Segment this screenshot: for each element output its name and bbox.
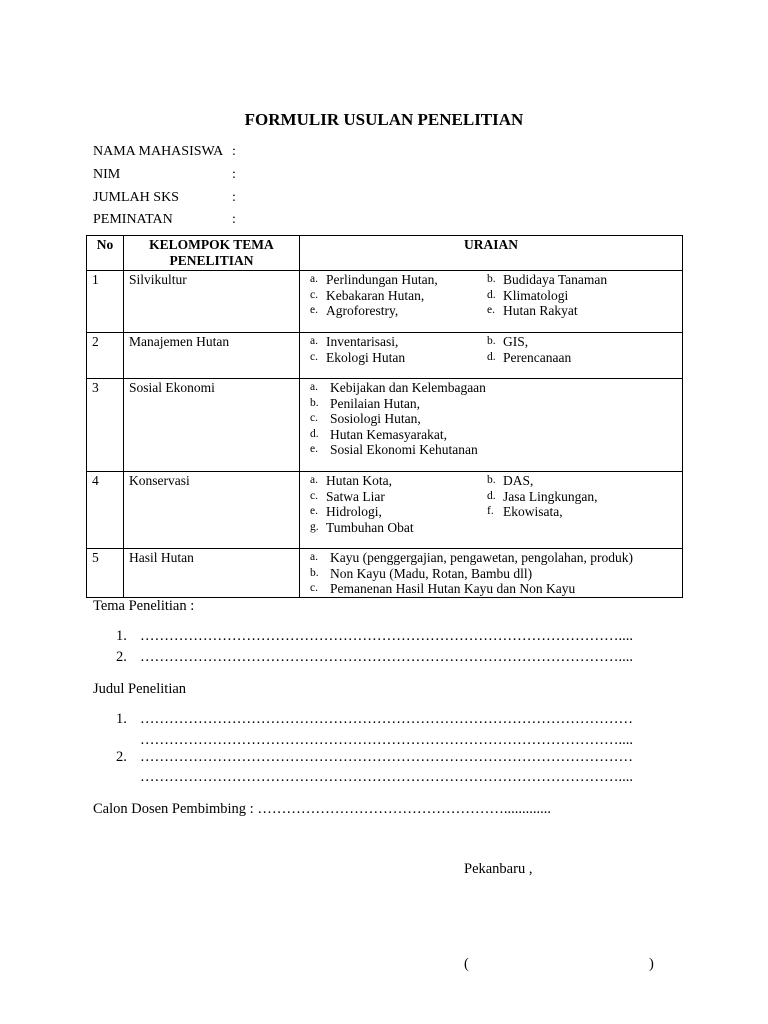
item-text: Satwa Liar	[326, 488, 385, 504]
table-row	[87, 379, 683, 472]
uraian-item	[310, 473, 487, 489]
row-uraian	[300, 472, 683, 549]
uraian-items	[305, 550, 677, 597]
uraian-item	[310, 272, 487, 288]
calon-dosen-line: Calon Dosen Pembimbing : …………………………………………….............	[93, 801, 551, 817]
line-number: 2.	[116, 649, 127, 665]
item-letter: d.	[487, 489, 496, 502]
item-letter: c.	[310, 350, 318, 363]
uraian-item	[310, 581, 575, 597]
item-letter: a.	[310, 273, 318, 285]
item-text: Kayu (penggergajian, pengawetan, pengolahan, produk)	[330, 550, 634, 565]
place-date: Pekanbaru ,	[464, 861, 533, 877]
uraian-item	[487, 272, 607, 288]
tema-penelitian-label: Tema Penelitian :	[93, 598, 195, 614]
uraian-item-row	[310, 442, 677, 458]
dotted-fill-line: ………………………………………………………………………………………....	[140, 732, 633, 748]
item-text: Hutan Kota,	[326, 473, 392, 488]
item-text: Agroforestry,	[326, 303, 399, 318]
item-text: Kebijakan dan Kelembagaan	[330, 380, 486, 395]
uraian-item-row	[310, 396, 677, 412]
dotted-fill-line: …………………………………………………………………………………………	[140, 749, 633, 765]
header-kelompok-line1: KELOMPOK TEMA	[149, 237, 274, 252]
item-letter: c.	[310, 412, 318, 424]
field-nim	[93, 167, 236, 183]
item-text: Non Kayu (Madu, Rotan, Bambu dll)	[330, 565, 533, 581]
uraian-item-row	[310, 350, 677, 366]
row-kelompok: Sosial Ekonomi	[124, 379, 300, 472]
item-letter: d.	[487, 288, 496, 301]
item-letter: e.	[310, 505, 318, 517]
uraian-items	[305, 334, 677, 365]
uraian-item	[310, 396, 420, 412]
field-peminatan	[93, 212, 236, 228]
row-number: 2	[87, 333, 124, 379]
row-number: 3	[87, 379, 124, 472]
item-text: Sosiologi Hutan,	[330, 411, 421, 426]
uraian-item	[310, 411, 421, 427]
item-text: Jasa Lingkungan,	[503, 488, 598, 504]
uraian-item-row	[310, 489, 677, 505]
item-letter: b.	[487, 474, 496, 486]
signature-open-paren: (	[464, 956, 469, 972]
form-title: FORMULIR USULAN PENELITIAN	[244, 110, 524, 129]
uraian-item-row	[310, 380, 677, 396]
signature-close-paren: )	[649, 956, 654, 972]
uraian-item-row	[310, 581, 677, 597]
item-text: Ekowisata,	[503, 504, 563, 519]
item-text: Perlindungan Hutan,	[326, 272, 438, 287]
item-text: Kebakaran Hutan,	[326, 287, 425, 303]
item-text: Penilaian Hutan,	[330, 395, 420, 411]
uraian-item	[487, 303, 578, 319]
item-text: Hidrologi,	[326, 504, 382, 519]
table-header-row	[87, 236, 683, 271]
item-letter: e.	[487, 304, 495, 316]
uraian-item-row	[310, 334, 677, 350]
uraian-item	[310, 520, 487, 536]
field-label: JUMLAH SKS	[93, 190, 179, 205]
item-letter: b.	[487, 335, 496, 347]
item-letter: a.	[310, 335, 318, 347]
item-letter: d.	[487, 350, 496, 363]
field-label: NAMA MAHASISWA	[93, 144, 224, 159]
row-uraian	[300, 333, 683, 379]
uraian-items	[305, 380, 677, 458]
item-text: GIS,	[503, 334, 529, 349]
item-text: Tumbuhan Obat	[326, 519, 414, 535]
uraian-item	[487, 473, 533, 489]
uraian-item	[310, 288, 487, 304]
field-colon: :	[232, 212, 236, 227]
uraian-item-row	[310, 566, 677, 582]
uraian-item-row	[310, 473, 677, 489]
uraian-items	[305, 473, 677, 535]
field-label: PEMINATAN	[93, 212, 173, 227]
dotted-fill-line: ………………………………………………………………………………………....	[140, 649, 633, 665]
item-letter: a.	[310, 381, 318, 393]
item-letter: c.	[310, 288, 318, 301]
row-uraian	[300, 549, 683, 598]
uraian-item	[310, 334, 487, 350]
item-letter: c.	[310, 489, 318, 502]
field-colon: :	[232, 144, 236, 159]
item-letter: e.	[310, 443, 318, 455]
field-jumlah-sks	[93, 190, 236, 206]
table-row	[87, 549, 683, 598]
table-row	[87, 472, 683, 549]
row-kelompok: Silvikultur	[124, 271, 300, 333]
header-kelompok-line2: PENELITIAN	[169, 252, 254, 268]
row-number: 5	[87, 549, 124, 598]
item-letter: e.	[310, 304, 318, 316]
uraian-item	[310, 489, 487, 505]
uraian-item	[487, 334, 528, 350]
item-text: Ekologi Hutan	[326, 349, 406, 365]
dotted-fill-line: ………………………………………………………………………………………....	[140, 628, 633, 644]
item-letter: b.	[310, 566, 319, 579]
item-text: Hutan Rakyat	[503, 303, 578, 318]
table-row	[87, 333, 683, 379]
uraian-item	[310, 566, 532, 582]
uraian-items	[305, 272, 677, 319]
field-nama-mahasiswa	[93, 144, 236, 160]
dotted-fill-line: ………………………………………………………………………………………....	[140, 769, 633, 785]
uraian-item-row	[310, 504, 677, 520]
row-number: 1	[87, 271, 124, 333]
uraian-item	[487, 489, 597, 505]
field-colon: :	[232, 167, 236, 182]
uraian-item-row	[310, 272, 677, 288]
item-letter: b.	[310, 396, 319, 409]
uraian-item	[310, 550, 633, 566]
table-body	[87, 271, 683, 598]
uraian-item	[487, 504, 563, 520]
row-number: 4	[87, 472, 124, 549]
item-text: Budidaya Tanaman	[503, 272, 608, 287]
header-kelompok	[124, 236, 300, 271]
item-letter: c.	[310, 582, 318, 594]
line-number: 1.	[116, 628, 127, 644]
dotted-fill-line: …………………………………………………………………………………………	[140, 711, 633, 727]
row-kelompok: Hasil Hutan	[124, 549, 300, 598]
uraian-item-row	[310, 288, 677, 304]
uraian-item-row	[310, 303, 677, 319]
header-no: No	[87, 236, 124, 271]
judul-penelitian-label: Judul Penelitian	[93, 681, 187, 697]
item-text: DAS,	[503, 473, 534, 488]
item-letter: a.	[310, 551, 318, 563]
item-text: Pemanenan Hasil Hutan Kayu dan Non Kayu	[330, 581, 576, 596]
line-number: 1.	[116, 711, 127, 727]
line-number: 2.	[116, 749, 127, 765]
item-letter: b.	[487, 273, 496, 285]
uraian-item	[310, 350, 487, 366]
uraian-item	[487, 350, 571, 366]
uraian-item	[310, 303, 487, 319]
uraian-item-row	[310, 427, 677, 443]
uraian-item-row	[310, 520, 677, 536]
row-kelompok: Konservasi	[124, 472, 300, 549]
uraian-item	[310, 504, 487, 520]
uraian-item-row	[310, 411, 677, 427]
row-uraian	[300, 379, 683, 472]
row-uraian	[300, 271, 683, 333]
field-colon: :	[232, 190, 236, 205]
uraian-item-row	[310, 550, 677, 566]
uraian-item	[487, 288, 568, 304]
item-letter: f.	[487, 505, 494, 517]
field-label: NIM	[93, 167, 121, 182]
item-letter: g.	[310, 520, 319, 533]
item-letter: a.	[310, 474, 318, 486]
item-text: Hutan Kemasyarakat,	[330, 426, 447, 442]
item-letter: d.	[310, 427, 319, 440]
uraian-item	[310, 442, 478, 458]
row-kelompok: Manajemen Hutan	[124, 333, 300, 379]
uraian-item	[310, 380, 486, 396]
item-text: Inventarisasi,	[326, 334, 399, 349]
uraian-item	[310, 427, 447, 443]
header-uraian: URAIAN	[300, 236, 683, 271]
item-text: Klimatologi	[503, 287, 569, 303]
item-text: Perencanaan	[503, 349, 572, 365]
research-theme-table	[86, 235, 683, 598]
table-row	[87, 271, 683, 333]
item-text: Sosial Ekonomi Kehutanan	[330, 442, 478, 457]
